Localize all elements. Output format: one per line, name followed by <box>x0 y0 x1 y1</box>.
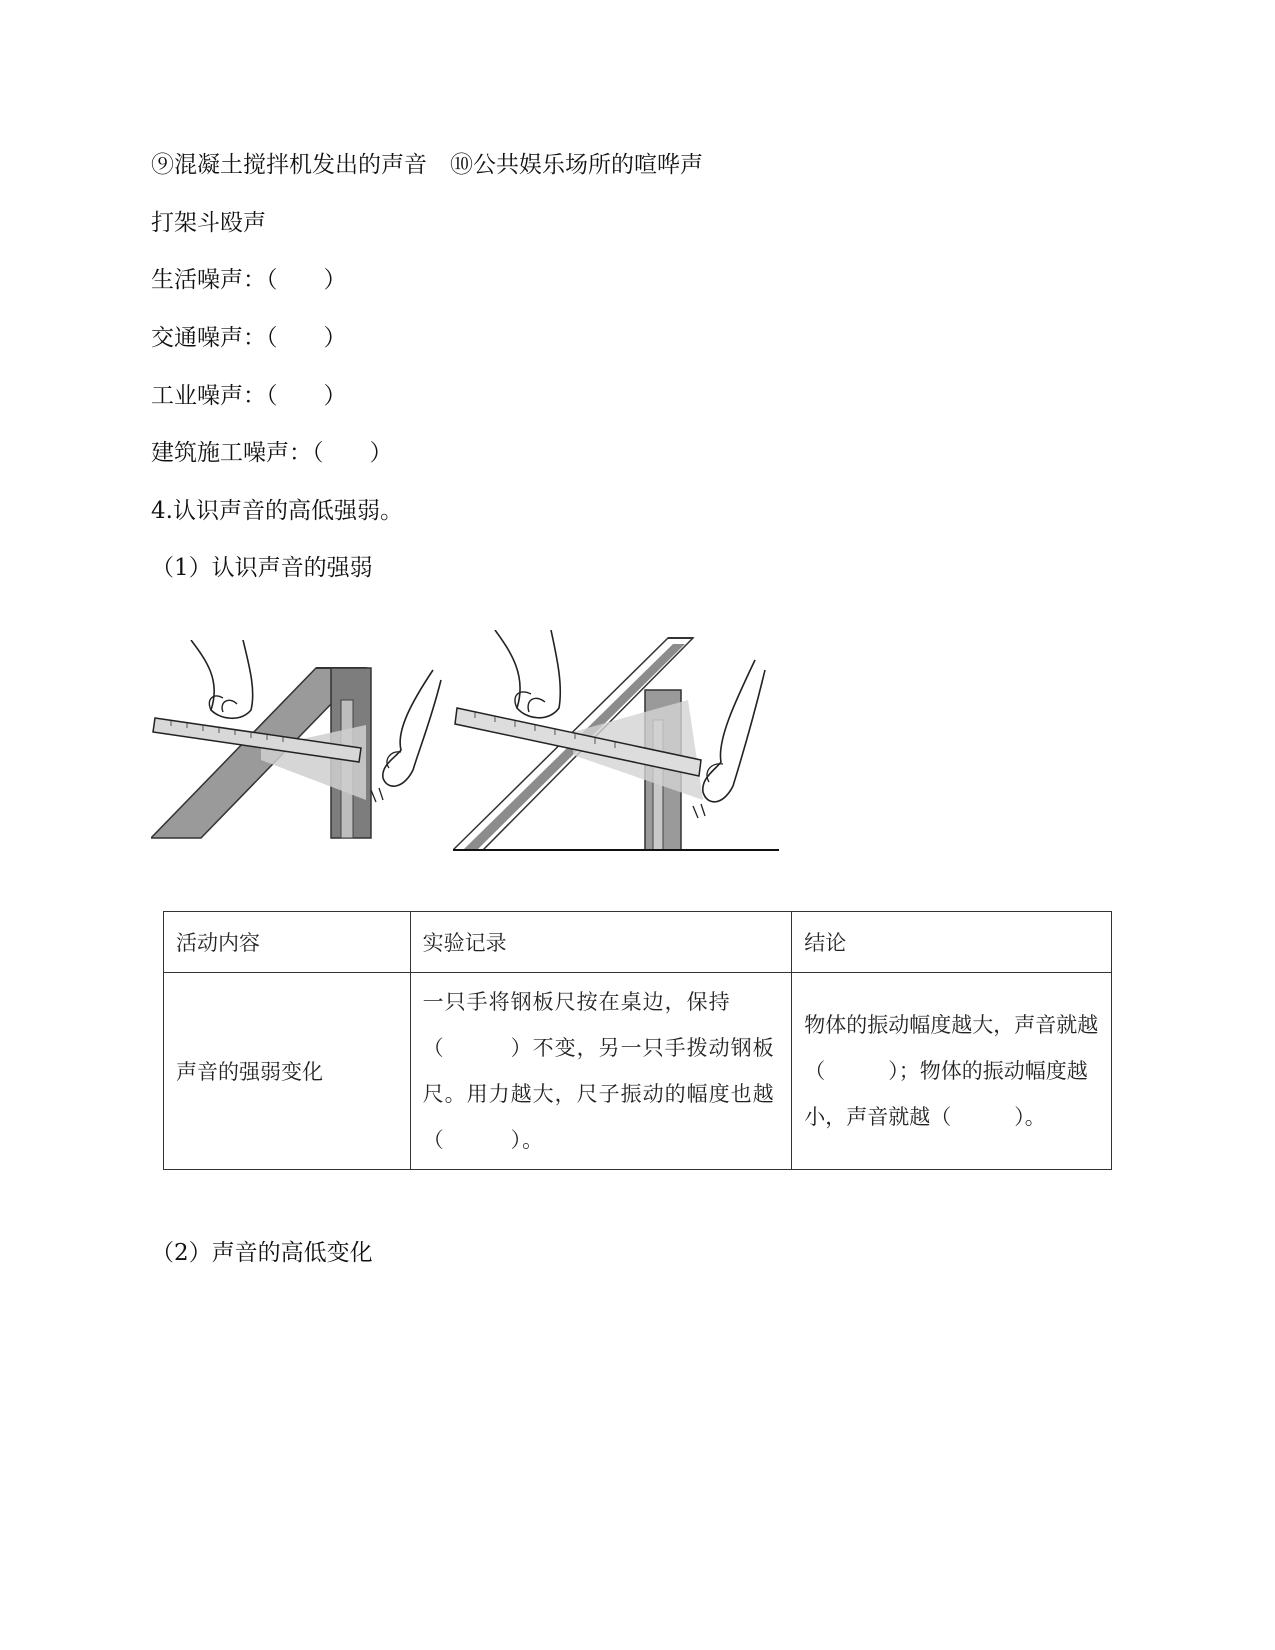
experiment-table <box>163 911 1112 1170</box>
subsection-2-heading: （2）声音的高低变化 <box>151 1240 373 1266</box>
header-conclusion: 结论 <box>792 912 1112 973</box>
table-header-row <box>164 912 1112 973</box>
question-4-heading: 4.认识声音的高低强弱。 <box>151 498 403 524</box>
cell-conclusion: 物体的振动幅度越大，声音就越（ ）；物体的振动幅度越小，声音就越（ ）。 <box>792 973 1112 1170</box>
header-activity: 活动内容 <box>164 912 411 973</box>
noise-options-line: ⑨混凝土搅拌机发出的声音 ⑩公共娱乐场所的喧哗声 <box>151 152 703 178</box>
header-record: 实验记录 <box>410 912 792 973</box>
industrial-noise-blank: 工业噪声：（ ） <box>151 383 347 409</box>
ruler-illustration-left <box>151 640 463 840</box>
table-row <box>164 973 1112 1170</box>
ruler-illustration-right <box>453 630 779 852</box>
traffic-noise-blank: 交通噪声：（ ） <box>151 325 347 351</box>
construction-noise-blank: 建筑施工噪声：（ ） <box>151 440 393 466</box>
life-noise-blank: 生活噪声：（ ） <box>151 267 347 293</box>
cell-activity: 声音的强弱变化 <box>164 973 411 1170</box>
cell-record: 一只手将钢板尺按在桌边，保持（ ）不变，另一只手拨动钢板尺。用力越大，尺子振动的幅度也越（ ）。 <box>410 973 792 1170</box>
subsection-1-heading: （1）认识声音的强弱 <box>151 555 373 581</box>
noise-option-fight: 打架斗殴声 <box>151 210 266 236</box>
